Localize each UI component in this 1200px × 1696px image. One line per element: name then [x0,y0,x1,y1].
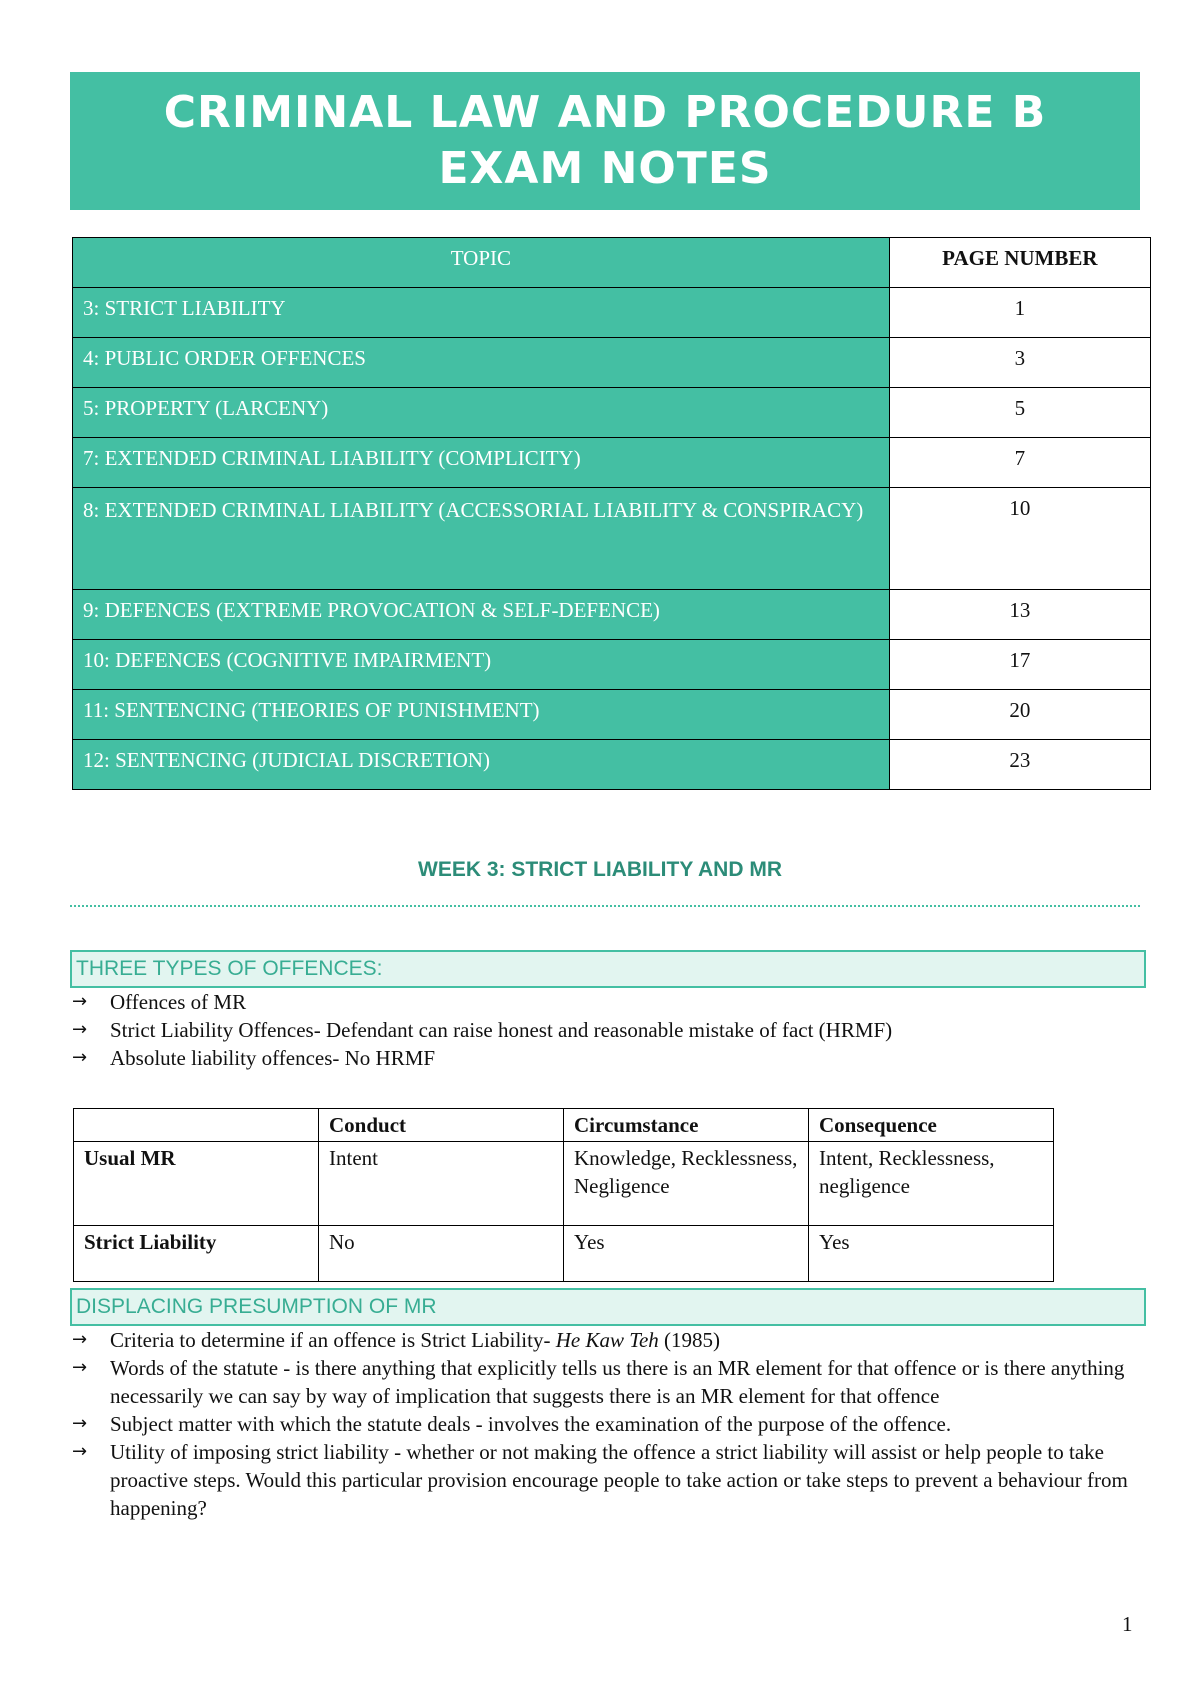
list-item-text: Words of the statute - is there anything that explicitly tells us there is an MR element for that offence or is there anything necessarily we can say by way of implication that suggests there is an MR element for that offence [110,1356,1125,1408]
contents-row [73,488,1151,590]
contents-topic: 5: PROPERTY (LARCENY) [73,388,890,438]
list-item [70,1044,1140,1072]
contents-page: 23 [889,740,1150,790]
arrow-icon: → [72,1441,88,1462]
list-item-text: Utility of imposing strict liability - whether or not making the offence a strict liability will assist or help people to take proactive steps. Would this particular provision encourage people to take action or take steps to prevent a behaviour from happening? [110,1440,1128,1520]
contents-page: 20 [889,690,1150,740]
list-item-text: Strict Liability Offences- Defendant can raise honest and reasonable mistake of fact (HRMF) [110,1018,893,1042]
title-line-1: CRIMINAL LAW AND PROCEDURE B [163,87,1047,138]
contents-row [73,338,1151,388]
mr-table-corner-cell [74,1109,319,1142]
list-item [70,1016,1140,1044]
case-name: He Kaw Teh [555,1328,659,1352]
arrow-icon: → [72,1329,88,1350]
contents-header-row [73,238,1151,288]
list-item [70,1438,1140,1522]
page-number: 1 [1122,1612,1133,1636]
contents-row [73,690,1151,740]
topic-header: TOPIC [73,238,890,288]
circumstance-cell: Knowledge, Recklessness, Negligence [564,1142,809,1226]
page-number-header: PAGE NUMBER [889,238,1150,288]
table-row [74,1226,1054,1282]
arrow-icon: → [72,1019,88,1040]
contents-page: 13 [889,590,1150,640]
list-item-text: Absolute liability offences- No HRMF [110,1046,436,1070]
week-heading: WEEK 3: STRICT LIABILITY AND MR [418,858,782,881]
consequence-header: Consequence [809,1109,1054,1142]
contents-page: 7 [889,438,1150,488]
contents-topic: 7: EXTENDED CRIMINAL LIABILITY (COMPLICITY) [73,438,890,488]
contents-row [73,288,1151,338]
contents-row [73,438,1151,488]
mr-comparison-table [73,1108,1054,1282]
case-year: (1985) [658,1328,721,1352]
presumption-criteria-list [70,1326,1140,1522]
contents-row [73,740,1151,790]
list-item [70,1326,1140,1354]
title-banner [70,72,1140,210]
row-label: Strict Liability [74,1226,319,1282]
contents-table [72,237,1151,790]
conduct-cell: No [319,1226,564,1282]
contents-row [73,388,1151,438]
list-item [70,1354,1140,1410]
contents-page: 10 [889,488,1150,590]
section-heading-displacing-presumption: DISPLACING PRESUMPTION OF MR [70,1288,1146,1326]
contents-topic: 3: STRICT LIABILITY [73,288,890,338]
contents-page: 3 [889,338,1150,388]
mr-table-header-row [74,1109,1054,1142]
contents-page: 5 [889,388,1150,438]
title-line-2: EXAM NOTES [438,143,772,194]
contents-topic: 12: SENTENCING (JUDICIAL DISCRETION) [73,740,890,790]
contents-row [73,640,1151,690]
circumstance-header: Circumstance [564,1109,809,1142]
arrow-icon: → [72,1413,88,1434]
contents-topic: 8: EXTENDED CRIMINAL LIABILITY (ACCESSORIAL LIABILITY & CONSPIRACY) [73,488,890,590]
contents-row [73,590,1151,640]
contents-topic: 10: DEFENCES (COGNITIVE IMPAIRMENT) [73,640,890,690]
offence-types-list [70,988,1140,1072]
arrow-icon: → [72,1357,88,1378]
consequence-cell: Intent, Recklessness, negligence [809,1142,1054,1226]
list-item [70,988,1140,1016]
contents-topic: 11: SENTENCING (THEORIES OF PUNISHMENT) [73,690,890,740]
list-item-text: Criteria to determine if an offence is Strict Liability- [110,1328,556,1352]
consequence-cell: Yes [809,1226,1054,1282]
arrow-icon: → [72,1047,88,1068]
list-item-text: Subject matter with which the statute deals - involves the examination of the purpose of the offence. [110,1412,952,1436]
contents-topic: 9: DEFENCES (EXTREME PROVOCATION & SELF-DEFENCE) [73,590,890,640]
circumstance-cell: Yes [564,1226,809,1282]
row-label: Usual MR [74,1142,319,1226]
section-heading-types-of-offences: THREE TYPES OF OFFENCES: [70,950,1146,988]
contents-topic: 4: PUBLIC ORDER OFFENCES [73,338,890,388]
arrow-icon: → [72,991,88,1012]
dotted-divider [70,905,1140,907]
list-item-text: Offences of MR [110,990,247,1014]
list-item [70,1410,1140,1438]
contents-page: 1 [889,288,1150,338]
conduct-cell: Intent [319,1142,564,1226]
table-row [74,1142,1054,1226]
conduct-header: Conduct [319,1109,564,1142]
contents-page: 17 [889,640,1150,690]
